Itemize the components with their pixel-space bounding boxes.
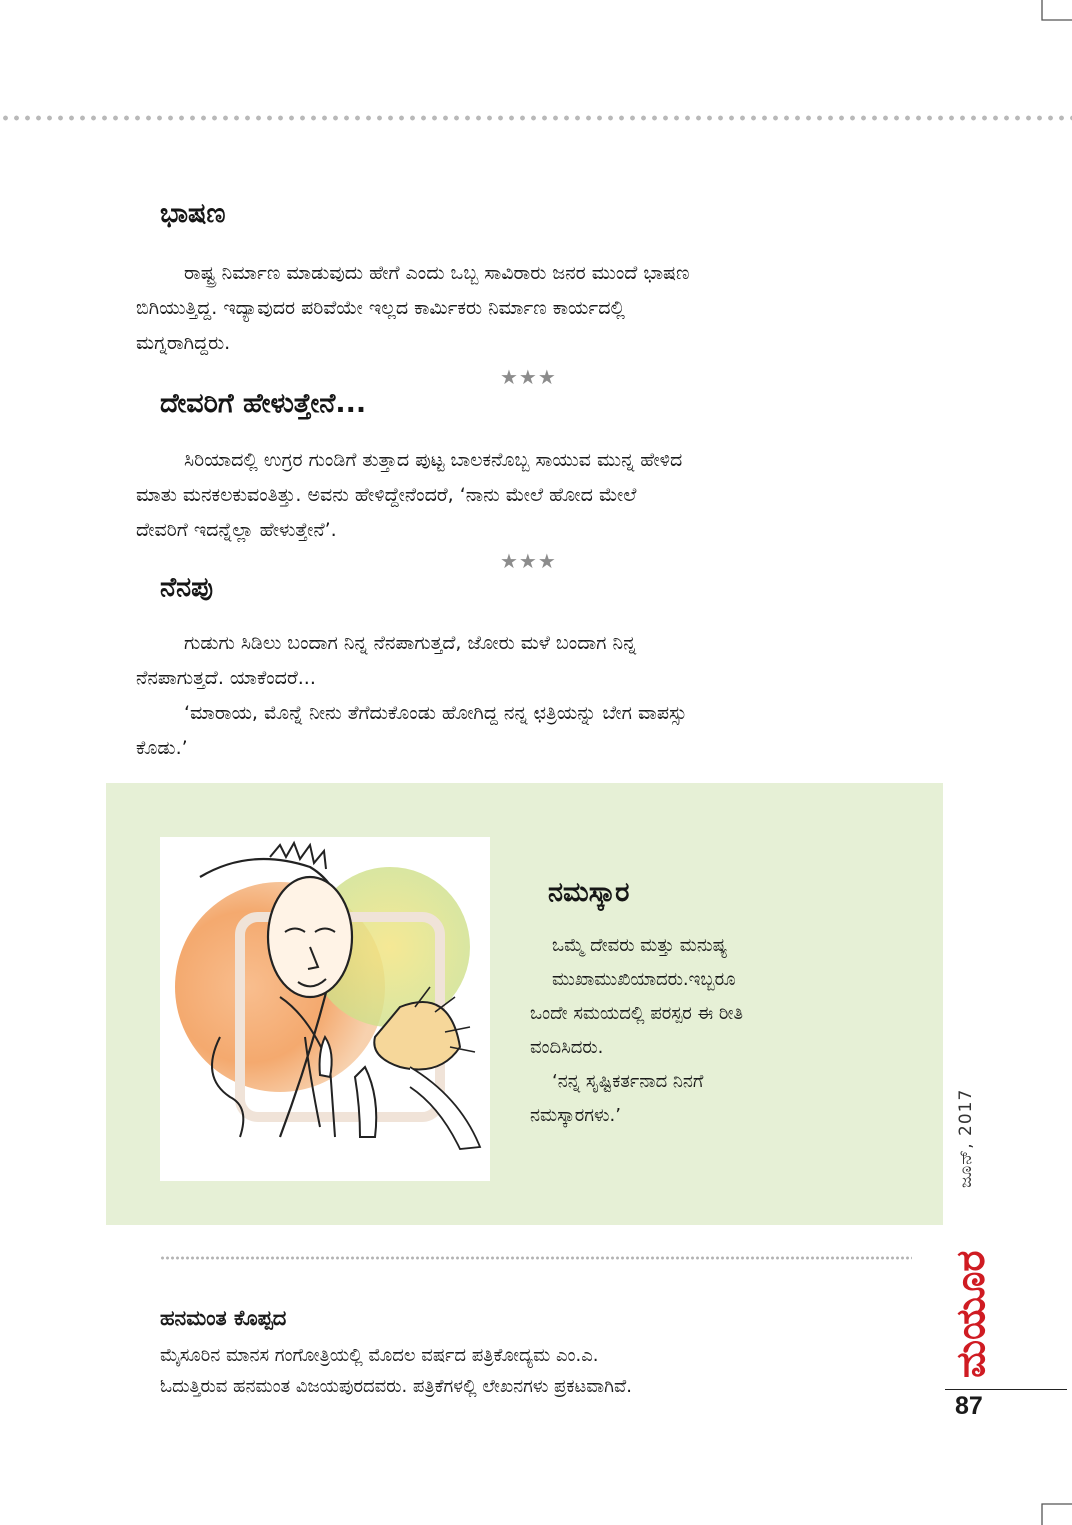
star-separator: ★★★: [500, 365, 557, 389]
issue-date: ಜೂನ್, 2017: [956, 1088, 976, 1188]
crop-mark-top-right: [1040, 0, 1072, 24]
section-body-devarige: [136, 443, 920, 548]
section-body-nenapu: [136, 626, 920, 766]
top-dotted-divider: [0, 115, 1072, 121]
magazine-logo: ಮಯೂರ: [948, 1250, 994, 1378]
box-line: ‘ನನ್ನ ಸೃಷ್ಟಿಕರ್ತನಾದ ನಿನಗೆ: [552, 1071, 704, 1092]
body-line: ಬಿಗಿಯುತ್ತಿದ್ದ. ಇದ್ಯಾವುದರ ಪರಿವೆಯೇ ಇಲ್ಲದ ಕಾರ್ಮಿಕರು ನಿರ್ಮಾಣ ಕಾರ್ಯದಲ್ಲಿ: [136, 297, 625, 319]
box-title-namaskara: ನಮಸ್ಕಾರ: [548, 877, 630, 908]
body-line: ದೇವರಿಗೆ ಇದನ್ನೆಲ್ಲಾ ಹೇಳುತ್ತೇನೆ’.: [136, 519, 337, 541]
cartoon-illustration: [160, 837, 490, 1181]
box-line: ನಮಸ್ಕಾರಗಳು.’: [530, 1105, 621, 1126]
section-title-nenapu: ನೆನಪು: [160, 572, 214, 603]
author-bio: [160, 1340, 920, 1402]
body-line: ಮಾತು ಮನಕಲಕುವಂತಿತ್ತು. ಅವನು ಹೇಳಿದ್ದೇನೆಂದರೆ, ‘ನಾನು ಮೇಲೆ ಹೋದ ಮೇಲೆ: [136, 484, 637, 506]
box-line: ವಂದಿಸಿದರು.: [530, 1037, 604, 1058]
body-line: ರಾಷ್ಟ್ರ ನಿರ್ಮಾಣ ಮಾಡುವುದು ಹೇಗೆ ಎಂದು ಒಬ್ಬ ಸಾವಿರಾರು ಜನರ ಮುಂದೆ ಭಾಷಣ: [184, 262, 690, 284]
section-title-devarige: ದೇವರಿಗೆ ಹೇಳುತ್ತೇನೆ...: [160, 388, 367, 419]
bio-line: ಮೈಸೂರಿನ ಮಾನಸ ಗಂಗೋತ್ರಿಯಲ್ಲಿ ಮೊದಲ ವರ್ಷದ ಪತ್ರಿಕೋದ್ಯಮ ಎಂ.ಎ.: [160, 1345, 599, 1366]
body-line: ಮಗ್ನರಾಗಿದ್ದರು.: [136, 332, 231, 354]
page-number: 87: [955, 1392, 983, 1420]
section-title-bhashana: ಭಾಷಣ: [160, 198, 226, 229]
crop-mark-bottom-right: [1040, 1500, 1072, 1525]
section-body-bhashana: [136, 256, 920, 361]
box-line: ಒಮ್ಮೆ ದೇವರು ಮತ್ತು ಮನುಷ್ಯ: [552, 935, 728, 956]
namaskara-cartoon-image: [160, 837, 490, 1181]
star-separator: ★★★: [500, 549, 557, 573]
body-line: ಗುಡುಗು ಸಿಡಿಲು ಬಂದಾಗ ನಿನ್ನ ನೆನಪಾಗುತ್ತದೆ, ಜೋರು ಮಳೆ ಬಂದಾಗ ನಿನ್ನ: [184, 632, 637, 654]
body-line: ‘ಮಾರಾಯ, ಮೊನ್ನೆ ನೀನು ತೆಗೆದುಕೊಂಡು ಹೋಗಿದ್ದ ನನ್ನ ಛತ್ರಿಯನ್ನು ಬೇಗ ವಾಪಸ್ಸು: [184, 702, 688, 724]
author-dotted-divider: [160, 1256, 912, 1260]
body-line: ಕೊಡು.’: [136, 737, 188, 759]
page-number-rule: [945, 1389, 1067, 1390]
namaskara-box: [106, 783, 943, 1225]
box-line: ಒಂದೇ ಸಮಯದಲ್ಲಿ ಪರಸ್ಪರ ಈ ರೀತಿ: [530, 1003, 744, 1024]
author-name: ಹನಮಂತ ಕೊಪ್ಪದ: [160, 1306, 287, 1330]
bio-line: ಓದುತ್ತಿರುವ ಹನಮಂತ ವಿಜಯಪುರದವರು. ಪತ್ರಿಕೆಗಳಲ್ಲಿ ಲೇಖನಗಳು ಪ್ರಕಟವಾಗಿವೆ.: [160, 1376, 632, 1397]
body-line: ನೆನಪಾಗುತ್ತದೆ. ಯಾಕೆಂದರೆ...: [136, 667, 316, 689]
box-body: [530, 929, 890, 1133]
box-line: ಮುಖಾಮುಖಿಯಾದರು.ಇಬ್ಬರೂ: [552, 969, 736, 990]
body-line: ಸಿರಿಯಾದಲ್ಲಿ ಉಗ್ರರ ಗುಂಡಿಗೆ ತುತ್ತಾದ ಪುಟ್ಟ ಬಾಲಕನೊಬ್ಬ ಸಾಯುವ ಮುನ್ನ ಹೇಳಿದ: [184, 449, 683, 471]
